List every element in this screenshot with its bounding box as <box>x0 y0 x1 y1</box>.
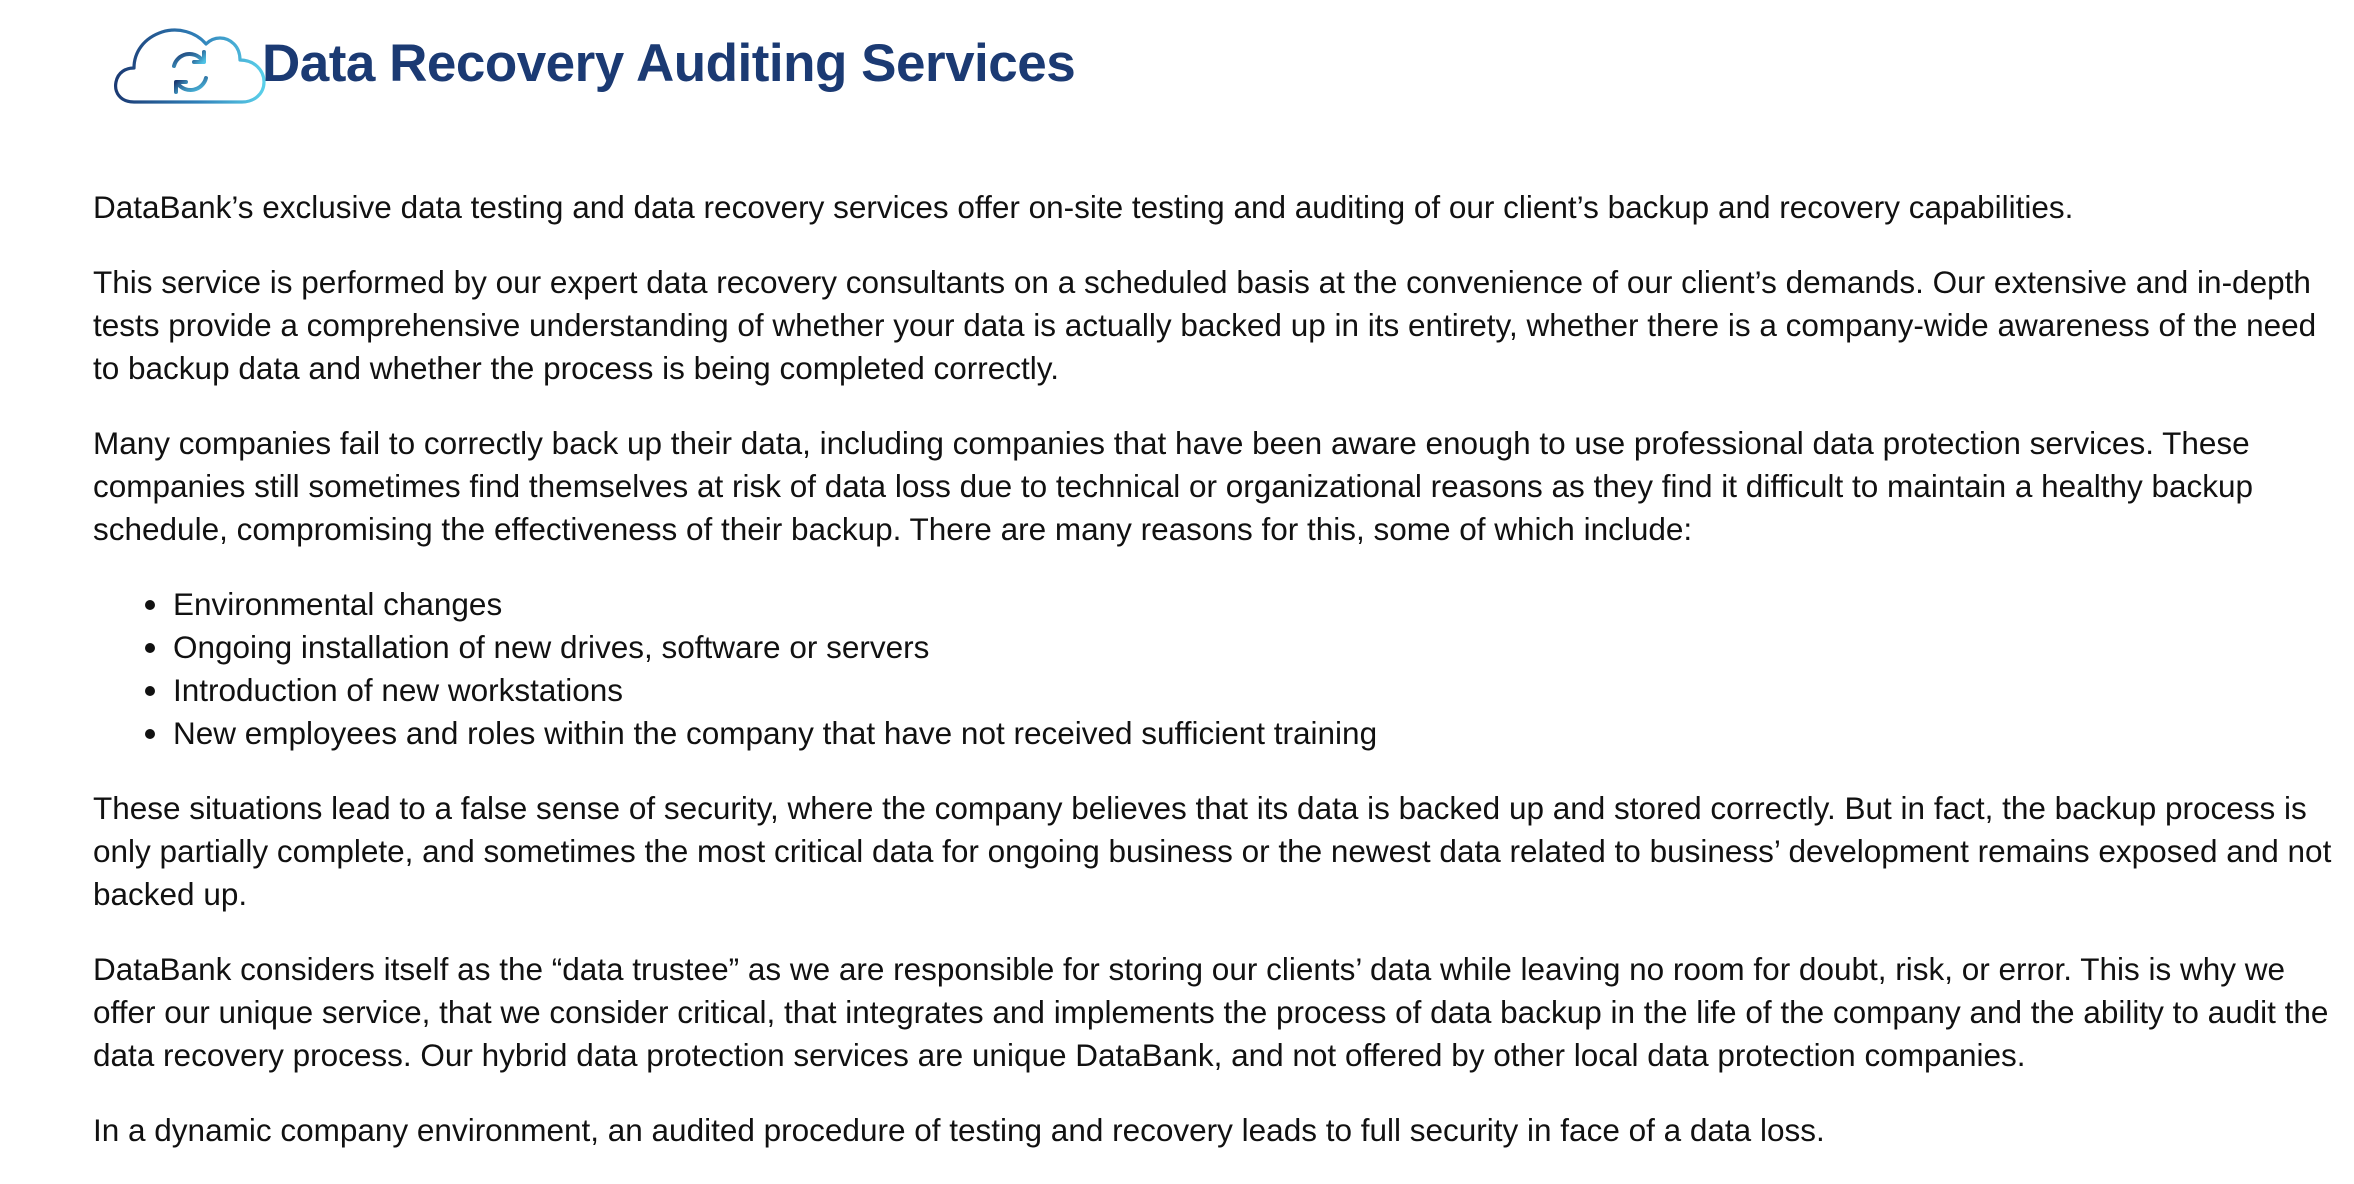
false-security-paragraph: These situations lead to a false sense of security, where the company believes that its data is backed up and stored correctly. But in fact, the backup process is only partially complete, and sometimes the most critical data for ongoing business or the newest data related to business’ development remains exposed and not backed up. <box>93 790 2332 912</box>
list-item-text: Ongoing installation of new drives, software or servers <box>173 629 930 665</box>
list-item <box>173 626 2343 669</box>
bullet-icon <box>145 729 155 739</box>
data-trustee-paragraph: DataBank considers itself as the “data trustee” as we are responsible for storing our clients’ data while leaving no room for doubt, risk, or error. This is why we offer our unique service, that we consider critical, that integrates and implements the process of data backup in the life of the company and the ability to audit the data recovery process. Our hybrid data protection services are unique DataBank, and not offered by other local data protection companies. <box>93 951 2329 1073</box>
bullet-icon <box>145 643 155 653</box>
list-item <box>173 583 2343 626</box>
bullet-icon <box>145 686 155 696</box>
service-paragraph: This service is performed by our expert data recovery consultants on a scheduled basis at the convenience of our client’s demands. Our extensive and in-depth tests provide a comprehensive understanding of whether your data is actually backed up in its entirety, whether there is a company-wide awareness of the need to backup data and whether the process is being completed correctly. <box>93 264 2317 386</box>
article-body <box>93 186 2343 1184</box>
list-item-text: New employees and roles within the company that have not received sufficient training <box>173 715 1378 751</box>
list-item <box>173 712 2343 755</box>
reasons-list <box>93 583 2343 755</box>
page-header <box>112 14 1076 114</box>
conclusion-paragraph: In a dynamic company environment, an audited procedure of testing and recovery leads to full security in face of a data loss. <box>93 1112 1825 1148</box>
list-item-text: Introduction of new workstations <box>173 672 623 708</box>
list-item-text: Environmental changes <box>173 586 503 622</box>
risk-paragraph: Many companies fail to correctly back up their data, including companies that have been aware enough to use professional data protection services. These companies still sometimes find themselves at risk of data loss due to technical or organizational reasons as they find it difficult to maintain a healthy backup schedule, compromising the effectiveness of their backup. There are many reasons for this, some of which include: <box>93 425 2254 547</box>
list-item <box>173 669 2343 712</box>
cloud-sync-icon <box>112 16 268 112</box>
page-title: Data Recovery Auditing Services <box>262 34 1076 93</box>
intro-paragraph: DataBank’s exclusive data testing and data recovery services offer on-site testing and auditing of our client’s backup and recovery capabilities. <box>93 189 2074 225</box>
bullet-icon <box>145 600 155 610</box>
